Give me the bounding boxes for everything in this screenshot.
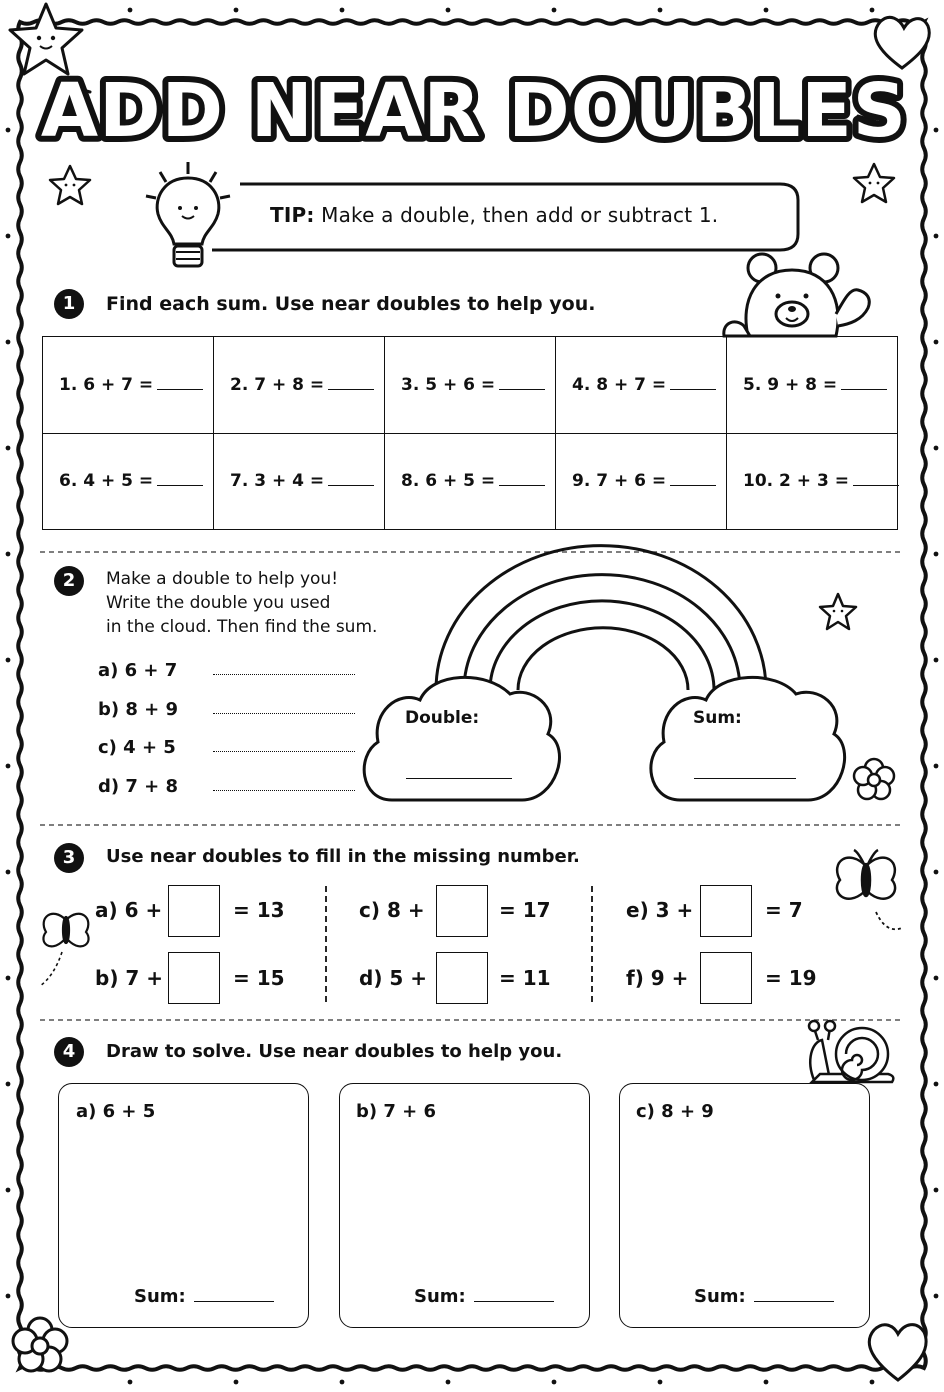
bear-icon [724,254,869,336]
border-dot [6,1294,11,1299]
double-answer-line[interactable] [406,778,512,779]
border-dot [552,8,557,13]
answer-blank[interactable] [670,471,716,486]
sum-cloud [651,677,845,800]
section3-instruction: Use near doubles to fill in the missing number. [106,846,580,867]
problem-cell[interactable]: 9. 7 + 6 = [556,433,727,530]
border-dot [934,446,939,451]
border-dot [6,658,11,663]
section4-instruction: Draw to solve. Use near doubles to help you. [106,1041,563,1062]
border-dot [6,870,11,875]
problem-cell[interactable]: 6. 4 + 5 = [43,433,214,530]
sum-answer-line[interactable] [474,1287,554,1302]
missing-number-result: = 15 [233,966,285,990]
tip-label: TIP: [270,203,315,227]
border-dot [340,8,345,13]
answer-dotted-line[interactable] [213,751,355,752]
border-dot [6,446,11,451]
border-dot [552,1380,557,1385]
section2-item: a) 6 + 7 [98,660,178,681]
section1-instruction: Find each sum. Use near doubles to help you. [106,293,596,315]
border-dot [6,340,11,345]
missing-number-result: = 7 [765,898,803,922]
sum-answer-line[interactable] [694,778,796,779]
section2-item: c) 4 + 5 [98,737,176,758]
drawing-box-sum: Sum: [134,1286,274,1307]
problem-cell[interactable]: 2. 7 + 8 = [214,337,385,434]
border-dot [234,8,239,13]
missing-number-box[interactable] [436,952,488,1004]
section2-instruction: Make a double to help you! Write the double you used in the cloud. Then find the sum. [106,569,378,637]
sum-label: Sum: [693,708,742,728]
tip-text [270,203,718,227]
sum-answer-line[interactable] [754,1287,834,1302]
missing-number-box[interactable] [436,885,488,937]
border-dot [870,1380,875,1385]
border-dot [934,340,939,345]
border-dot [934,976,939,981]
section2-item: b) 8 + 9 [98,699,179,720]
missing-number-box[interactable] [168,952,220,1004]
border-dot [658,1380,663,1385]
missing-number-label: f) 9 + [626,966,689,990]
border-dot [934,1082,939,1087]
border-dot [934,658,939,663]
border-dot [446,1380,451,1385]
star-icon [854,164,894,202]
table-row [43,433,898,530]
missing-number-box[interactable] [700,885,752,937]
problem-cell[interactable]: 1. 6 + 7 = [43,337,214,434]
answer-dotted-line[interactable] [213,790,355,791]
missing-number-result: = 13 [233,898,285,922]
double-cloud [364,677,559,800]
border-dot [870,8,875,13]
problem-cell[interactable]: 3. 5 + 6 = [385,337,556,434]
sum-answer-line[interactable] [194,1287,274,1302]
missing-number-label: a) 6 + [95,898,163,922]
flower-icon [854,759,894,799]
border-dot [934,552,939,557]
border-dot [764,1380,769,1385]
butterfly-icon [40,914,89,986]
rainbow-icon [436,546,766,690]
answer-dotted-line[interactable] [213,674,355,675]
missing-number-label: d) 5 + [359,966,428,990]
problem-cell[interactable]: 10. 2 + 3 = [727,433,898,530]
border-dot [934,764,939,769]
missing-number-result: = 19 [765,966,817,990]
border-dot [934,128,939,133]
border-dot [6,764,11,769]
border-dot [934,1188,939,1193]
svg-text:ADD NEAR DOUBLES: ADD NEAR DOUBLES [40,68,908,154]
drawing-box-label: a) 6 + 5 [76,1101,156,1122]
section2-item: d) 7 + 8 [98,776,179,797]
snail-icon [809,1021,893,1082]
star-icon [50,166,90,204]
star-icon [820,594,856,629]
answer-blank[interactable] [841,375,887,390]
answer-blank[interactable] [157,375,203,390]
border-dot [234,1380,239,1385]
heart-icon [869,1325,926,1380]
drawing-box-sum: Sum: [694,1286,834,1307]
sum-table [42,336,898,530]
drawing-box-label: b) 7 + 6 [356,1101,437,1122]
answer-blank[interactable] [499,471,545,486]
border-dot [934,1294,939,1299]
section-number-4: 4 [54,1037,84,1067]
butterfly-icon [837,850,902,929]
missing-number-box[interactable] [700,952,752,1004]
drawing-box-sum: Sum: [414,1286,554,1307]
border-dot [934,234,939,239]
double-label: Double: [405,708,480,728]
answer-blank[interactable] [670,375,716,390]
border-dot [446,8,451,13]
answer-blank[interactable] [328,471,374,486]
border-dot [128,1380,133,1385]
missing-number-result: = 17 [499,898,551,922]
border-dot [658,8,663,13]
missing-number-label: e) 3 + [626,898,694,922]
problem-cell[interactable]: 5. 9 + 8 = [727,337,898,434]
border-dot [6,976,11,981]
missing-number-label: b) 7 + [95,966,164,990]
problem-cell[interactable]: 7. 3 + 4 = [214,433,385,530]
border-dot [6,234,11,239]
table-row [43,337,898,434]
border-dot [6,1188,11,1193]
border-dot [6,1082,11,1087]
problem-cell[interactable]: 8. 6 + 5 = [385,433,556,530]
border-dot [128,8,133,13]
tip-body: Make a double, then add or subtract 1. [321,203,719,227]
missing-number-box[interactable] [168,885,220,937]
problem-cell[interactable]: 4. 8 + 7 = [556,337,727,434]
border-dot [6,552,11,557]
missing-number-label: c) 8 + [359,898,425,922]
section-number-1: 1 [54,289,84,319]
border-dot [6,128,11,133]
answer-blank[interactable] [853,471,899,486]
section-number-2: 2 [54,566,84,596]
answer-blank[interactable] [499,375,545,390]
answer-blank[interactable] [328,375,374,390]
title-lettering [41,68,907,154]
drawing-box-label: c) 8 + 9 [636,1101,714,1122]
missing-number-result: = 11 [499,966,551,990]
border-dot [764,8,769,13]
answer-blank[interactable] [157,471,203,486]
section-number-3: 3 [54,843,84,873]
border-dot [934,870,939,875]
answer-dotted-line[interactable] [213,713,355,714]
border-dot [340,1380,345,1385]
